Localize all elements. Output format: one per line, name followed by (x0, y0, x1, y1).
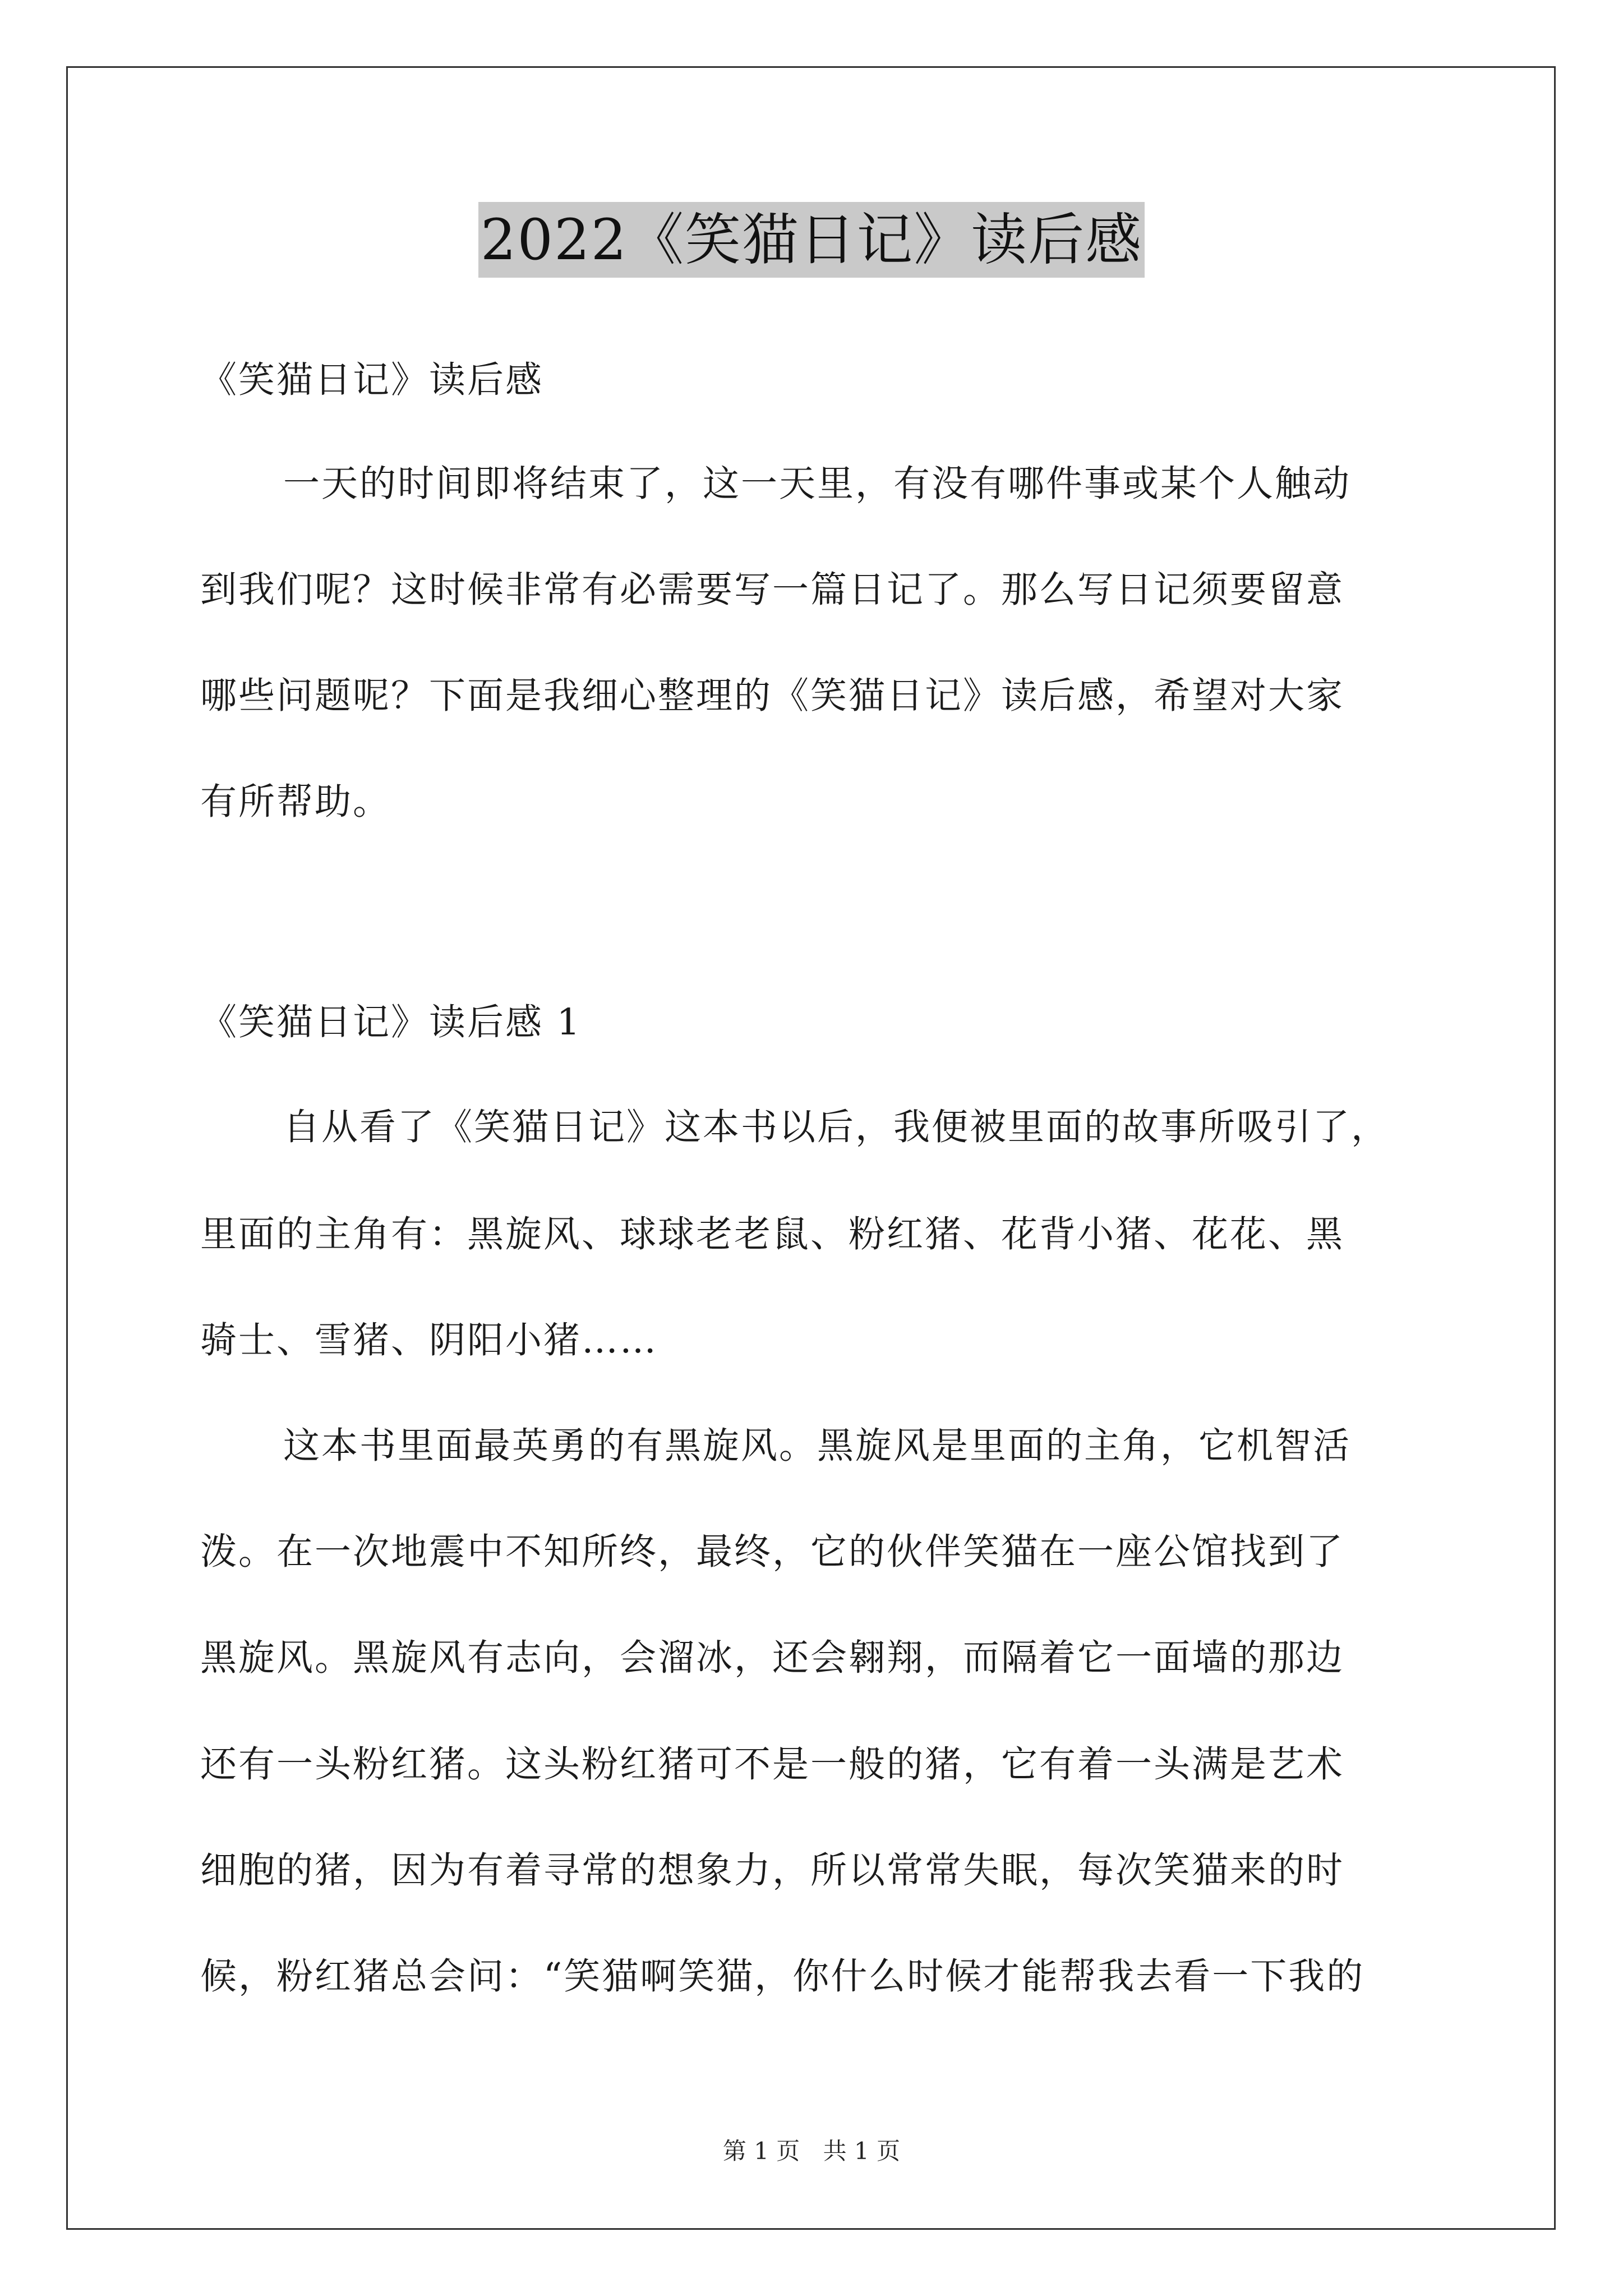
body-paragraph-line: 泼。在一次地震中不知所终，最终，它的伙伴笑猫在一座公馆找到了 (200, 1531, 1345, 1573)
intro-paragraph-line: 到我们呢？这时候非常有必需要写一篇日记了。那么写日记须要留意 (200, 569, 1345, 611)
intro-heading: 《笑猫日记》读后感 (200, 359, 544, 401)
page-footer (0, 2137, 1623, 2165)
body-paragraph-line: 黑旋风。黑旋风有志向，会溜冰，还会翱翔，而隔着它一面墙的那边 (200, 1637, 1345, 1679)
body-paragraph-line: 还有一头粉红猪。这头粉红猪可不是一般的猪，它有着一头满是艺术 (200, 1743, 1345, 1786)
document-title: 2022《笑猫日记》读后感 (478, 202, 1145, 278)
body-paragraph-line: 里面的主角有：黑旋风、球球老老鼠、粉红猪、花背小猪、花花、黑 (200, 1213, 1345, 1255)
page-count: 共 1 页 (823, 2137, 901, 2165)
body-paragraph-line: 自从看了《笑猫日记》这本书以后，我便被里面的故事所吸引了， (283, 1106, 1390, 1148)
body-paragraph-line: 候，粉红猪总会问：“笑猫啊笑猫，你什么时候才能帮我去看一下我的 (200, 1955, 1365, 1998)
title-container (0, 202, 1623, 278)
intro-paragraph-line: 有所帮助。 (200, 781, 391, 823)
body-paragraph-line: 这本书里面最英勇的有黑旋风。黑旋风是里面的主角，它机智活 (283, 1425, 1352, 1467)
body-paragraph-line: 骑士、雪猪、阴阳小猪…… (200, 1319, 658, 1361)
intro-paragraph-line: 一天的时间即将结束了，这一天里，有没有哪件事或某个人触动 (283, 463, 1352, 505)
intro-paragraph-line: 哪些问题呢？下面是我细心整理的《笑猫日记》读后感，希望对大家 (200, 675, 1345, 717)
section-heading: 《笑猫日记》读后感 1 (200, 1001, 582, 1043)
page-number: 第 1 页 (722, 2137, 800, 2165)
body-paragraph-line: 细胞的猪，因为有着寻常的想象力，所以常常失眠，每次笑猫来的时 (200, 1849, 1345, 1892)
